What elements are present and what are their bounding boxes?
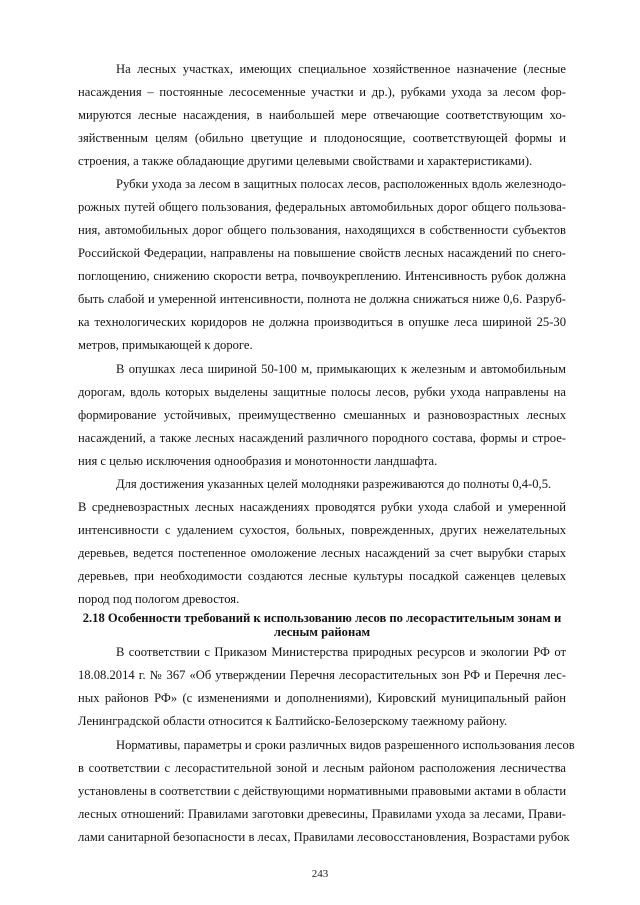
text-line: мируются лесные насаждения, в наибольшей мере отвечающие соответствующим хо- xyxy=(78,108,566,122)
text-line: лесных отношений: Правилами заготовки древесины, Правилами ухода за лесами, Прави- xyxy=(78,807,566,821)
text-line: интенсивности с удалением сухостоя, больных, поврежденных, других нежелательных xyxy=(78,523,566,537)
text-line: деревьев, при необходимости создаются лесные культуры посадкой саженцев целевых xyxy=(78,569,566,583)
text-line: В соответствии с Приказом Министерства природных ресурсов и экологии РФ от xyxy=(116,645,566,659)
page-number: 243 xyxy=(311,868,329,880)
text-line: дорогам, вдоль которых выделены защитные полосы лесов, рубки ухода направлены на xyxy=(78,385,566,399)
section-heading-line: 2.18 Особенности требований к использованию лесов по лесорастительным зонам и xyxy=(82,611,562,625)
text-line: установлены в соответствии с действующими нормативными правовыми актами в области xyxy=(78,784,567,798)
text-line: быть слабой и умеренной интенсивности, полнота не должна снижаться ниже 0,6. Разруб- xyxy=(78,292,566,306)
text-line: лами санитарной безопасности в лесах, Правилами лесовосстановления, Возрастами рубок xyxy=(78,830,570,844)
text-line: ка технологических коридоров не должна производиться в опушке леса шириной 25-30 xyxy=(78,315,566,329)
text-line: пород под пологом древостоя. xyxy=(78,592,240,606)
text-line: рожных путей общего пользования, федеральных автомобильных дорог общего пользова- xyxy=(78,200,566,214)
text-line: Рубки ухода за лесом в защитных полосах лесов, расположенных вдоль железнодо- xyxy=(116,177,566,191)
text-line: 18.08.2014 г. № 367 «Об утверждении Перечня лесорастительных зон РФ и Перечня лес- xyxy=(78,668,566,682)
text-line: ния с целью исключения однообразия и монотонности ландшафта. xyxy=(78,454,438,468)
text-line: На лесных участках, имеющих специальное хозяйственное назначение (лесные xyxy=(116,62,566,76)
text-line: зяйственным целям (обильно цветущие и плодоносящие, соответствующей формы и xyxy=(78,131,566,145)
section-heading-line: лесным районам xyxy=(273,625,371,639)
text-line: насаждения – постоянные лесосеменные участки и др.), рубками ухода за лесом фор- xyxy=(78,85,566,99)
text-line: Ленинградской области относится к Балтийско-Белозерскому таежному району. xyxy=(78,714,508,728)
text-line: Российской Федерации, направлены на повышение свойств лесных насаждений по снего- xyxy=(78,246,566,260)
text-line: поглощению, снижению скорости ветра, почвоукреплению. Интенсивность рубок должна xyxy=(78,269,566,283)
text-line: ных районов РФ» (с изменениями и дополнениями), Кировский муниципальный район xyxy=(78,691,566,705)
text-line: ния, автомобильных дорог общего пользования, находящихся в собственности субъектов xyxy=(78,223,566,237)
text-line: строения, а также обладающие другими целевыми свойствами и характеристиками). xyxy=(78,154,533,168)
text-line: метров, примыкающей к дороге. xyxy=(78,338,253,352)
text-line: Нормативы, параметры и сроки различных видов разрешенного использования лесов xyxy=(116,738,575,752)
text-line: В опушках леса шириной 50-100 м, примыкающих к железным и автомобильным xyxy=(116,362,566,376)
text-line: В средневозрастных лесных насаждениях проводятся рубки ухода слабой и умеренной xyxy=(78,500,566,514)
text-line: Для достижения указанных целей молодняки разреживаются до полноты 0,4-0,5. xyxy=(116,477,552,491)
text-line: в соответствии с лесорастительной зоной и лесным районом расположения лесничества xyxy=(78,761,566,775)
text-line: деревьев, ведется постепенное омоложение лесных насаждений за счет вырубки старых xyxy=(78,546,566,560)
text-line: формирование устойчивых, преимущественно смешанных и разновозрастных лесных xyxy=(78,408,566,422)
text-line: насаждений, а также лесных насаждений различного породного состава, формы и строе- xyxy=(78,431,566,445)
